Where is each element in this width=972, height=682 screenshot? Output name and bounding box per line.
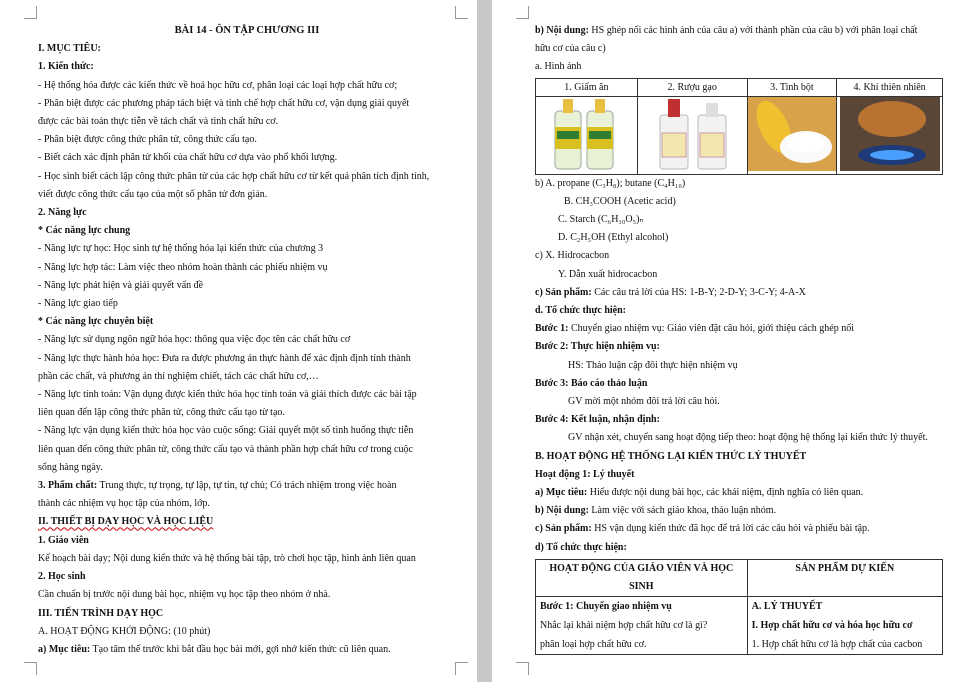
starch-image [747,96,837,174]
text-rest: Tạo tâm thế trước khi bắt đầu học bài mới, gợi nhớ kiến thức cũ liên quan. [90,643,391,655]
text-line: * Các năng lực chung [38,225,131,237]
text-line: II. THIẾT BỊ DẠY HỌC VÀ HỌC LIỆU [38,516,214,528]
text-rest: HS ghép nối các hình ảnh của câu a) với thành phần của câu b) với phân loại chất [588,25,918,36]
page-left [0,0,477,682]
text-line [535,484,943,502]
text-rest: Chuyển giao nhiệm vụ: Giáo viên đặt câu hỏi, giới thiệu cách ghép nối [568,323,854,335]
text-line: thành các nhiệm vụ học tập của nhóm, lớp. [38,498,210,510]
text-line: d. Tổ chức thực hiện: [535,305,626,317]
image-header-rice-wine: 2. Rượu gạo [637,78,747,96]
text-line: A. HOẠT ĐỘNG KHỞI ĐỘNG: (10 phút) [38,625,211,637]
text-line [535,22,943,40]
text-line: liên quan đến công thức phân tử, công thức cấu tạo và thành phần hợp chất hữu cơ trong cuộc [38,443,413,455]
image-header-vinegar: 1. Giấm ăn [536,78,638,96]
text-line: được các bài toán thực tiễn về tách chất và tinh chất hữu cơ. [38,116,279,128]
text-line: Cần chuẩn bị trước nội dung bài học, nhiệm vụ học tập theo nhóm ở nhà. [38,589,331,601]
text-line: C. Starch (C₆H₁₀O₅)ₙ [558,214,644,226]
activity-table [535,559,943,655]
text-rest: Làm việc với sách giáo khoa, thảo luận nhóm. [588,505,777,517]
text-line: - Năng lực phát hiện và giải quyết vấn đề [38,279,204,291]
vinegar-bottles-image [536,96,638,174]
text-line [535,502,943,520]
crop-mark [516,662,529,675]
text-lead: c) Sản phẩm: [535,286,592,298]
activity-col2-line: A. LÝ THUYẾT [751,600,823,612]
text-line: - Năng lực tự học: Học sinh tự hệ thống hóa lại kiến thức của chương 3 [38,243,324,255]
text-line: 1. Giáo viên [38,534,89,546]
text-line: Bước 2: Thực hiện nhiệm vụ: [535,341,660,353]
right-text-lines [535,175,943,557]
text-line: GV nhận xét, chuyển sang hoạt động tiếp theo: hoạt động hệ thống lại kiến thức lý thuyết. [568,432,928,444]
text-line: 2. Năng lực [38,207,87,219]
natural-gas-image [837,96,943,174]
text-line: Kế hoạch bài dạy; Nội dung kiến thức và hệ thống bài tập, trò chơi học tập, hình ảnh liên quan [38,552,416,564]
activity-col2-header: SẢN PHẨM DỰ KIẾN [747,559,942,596]
text-line [38,477,456,495]
text-line: - Học sinh biết cách lập công thức phân tử của các hợp chất hữu cơ từ kết quả phân tích định tính, [38,170,430,182]
text-line: - Năng lực tính toán: Vận dụng được kiến thức hóa học tính toán và giải thích được các bài tập [38,389,417,401]
image-header-natural-gas: 4. Khí thiên nhiên [837,78,943,96]
text-line: Y. Dẫn xuất hidrocacbon [558,268,658,280]
text-line: - Phân biệt được các phương pháp tách biệt và tinh chế hợp chất hữu cơ, vận dụng giải quyết [38,97,410,109]
crop-mark [516,6,529,19]
text-line: - Năng lực giao tiếp [38,298,118,310]
text-line: viết được công thức cấu tạo của một số phân tử đơn giản. [38,188,268,200]
rice-wine-image [637,96,747,174]
image-table [535,78,943,175]
text-line [38,641,456,659]
text-lead: a) Mục tiêu: [535,487,588,499]
text-line: Bước 4: Kết luận, nhận định: [535,414,660,426]
image-header-starch: 3. Tinh bột [747,78,837,96]
rice-wine-bottles-icon [642,97,742,171]
text-line: liên quan đến lập công thức phân tử, công thức cấu tạo từ tạo. [38,407,285,419]
text-line: D. C₂H₅OH (Ethyl alcohol) [558,232,669,244]
text-rest: Các câu trả lời của HS: 1-B-Y; 2-D-Y; 3-C-Y; 4-A-X [591,286,806,298]
text-line: B. HOẠT ĐỘNG HỆ THỐNG LẠI KIẾN THỨC LÝ THUYẾT [535,450,807,462]
page-right [492,0,972,682]
activity-col1-line: Nhắc lại khái niệm hợp chất hữu cơ là gì? [540,619,708,631]
left-text-lines [38,40,456,659]
activity-col2-line: I. Hợp chất hữu cơ và hóa học hữu cơ [751,619,913,631]
text-line: - Phân biệt được công thức phân tử, công thức cấu tạo. [38,134,257,146]
text-line: III. TIẾN TRÌNH DẠY HỌC [38,607,164,619]
text-line: - Năng lực sử dụng ngôn ngữ hóa học: thông qua việc đọc tên các chất hữu cơ [38,334,351,346]
text-line: * Các năng lực chuyên biệt [38,316,154,328]
text-line: sống hàng ngày. [38,461,103,473]
text-line [535,320,943,338]
text-rest: Trung thực, tự trọng, tự lập, tự tin, tự chủ; Có trách nhiệm trong việc hoàn [97,480,397,492]
right-top-lines [535,22,943,77]
text-lead: c) Sản phẩm: [535,523,592,535]
text-line: a. Hình ảnh [535,61,582,73]
text-rest: HS vận dụng kiến thức đã học để trả lời các câu hỏi và phiếu bài tập. [591,523,870,535]
text-line: - Năng lực vận dụng kiến thức hóa học vào cuộc sống: Giải quyết một số tình huống thực tiễn [38,425,414,437]
text-line: phần các chất, và phương án thí nghiệm chiết, tách các chất hữu cơ,… [38,370,319,382]
activity-col1-header: HOẠT ĐỘNG CỦA GIÁO VIÊN VÀ HỌC SINH [536,559,748,596]
text-line [535,520,943,538]
crop-mark [24,662,37,675]
text-line: b) A. propane (C₃H₈); butane (C₄H₁₀) [535,177,686,189]
left-content [38,22,456,659]
text-line: hữu cơ của câu c) [535,43,606,55]
lesson-title: BÀI 14 - ÔN TẬP CHƯƠNG III [174,25,320,36]
text-line: Bước 3: Báo cáo thảo luận [535,377,648,389]
text-line: 1. Kiến thức: [38,61,94,73]
activity-col1-line: Bước 1: Chuyển giao nhiệm vụ [540,600,672,612]
gas-stove-flame-icon [840,97,940,171]
crop-mark [455,6,468,19]
text-line: HS: Thảo luận cặp đôi thực hiện nhiệm vụ [568,359,738,371]
text-lead: Bước 1: [535,323,569,335]
text-line: d) Tổ chức thực hiện: [535,541,627,553]
text-lead: b) Nội dung: [535,505,589,517]
right-content [535,22,943,655]
text-line: - Biết cách xác định phân tử khối của chất hữu cơ dựa vào phổ khối lượng. [38,152,338,164]
crop-mark [24,6,37,19]
activity-col2-cell [747,596,942,654]
activity-col1-line: phân loại hợp chất hữu cơ. [540,638,647,650]
text-line: B. CH₃COOH (Acetic acid) [564,195,676,207]
text-lead: b) Nội dung: [535,25,589,36]
text-line: I. MỤC TIÊU: [38,43,101,55]
text-lead: a) Mục tiêu: [38,643,91,655]
text-line: - Năng lực hợp tác: Làm việc theo nhóm hoàn thành các phiếu nhiệm vụ [38,261,328,273]
corn-starch-icon [748,97,836,171]
vinegar-bottles-icon [541,97,631,171]
text-line: GV mời một nhóm đôi trả lời câu hỏi. [568,396,720,408]
text-line: - Năng lực thực hành hóa học: Đưa ra được phương án thực hành để xác định định tính thành [38,352,411,364]
text-line: c) X. Hidrocacbon [535,250,610,262]
activity-col2-line: 1. Hợp chất hữu cơ là hợp chất của cacbon [751,638,923,650]
text-line [535,284,943,302]
text-lead: 3. Phẩm chất: [38,480,98,492]
text-line: 2. Học sinh [38,571,86,583]
text-rest: Hiểu được nội dung bài học, các khái niệm, định nghĩa có liên quan. [587,487,864,499]
text-line: - Hệ thống hóa được các kiến thức về hoá học hữu cơ, phân loại các loại hợp chất hữu cơ; [38,79,398,91]
crop-mark [455,662,468,675]
text-line: Hoạt động 1: Lý thuyết [535,468,635,480]
activity-col1-cell [536,596,748,654]
